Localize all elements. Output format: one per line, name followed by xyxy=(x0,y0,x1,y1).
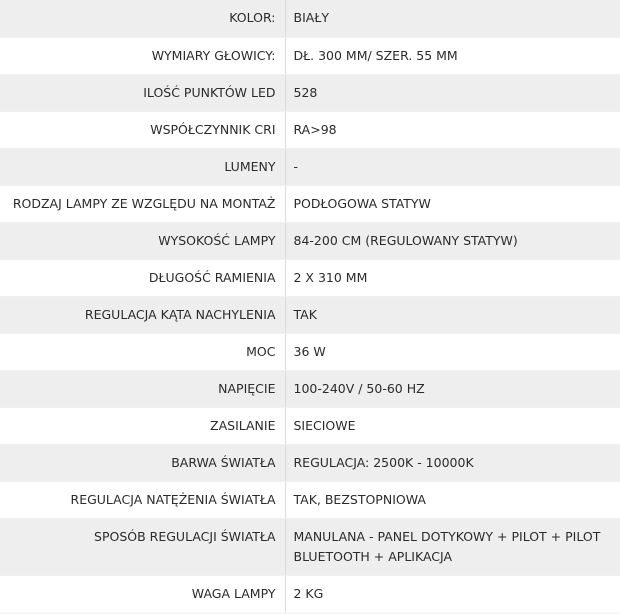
spec-row xyxy=(0,259,620,296)
spec-key: KOLOR: xyxy=(0,0,285,37)
spec-row xyxy=(0,296,620,333)
spec-key: WYMIARY GŁOWICY: xyxy=(0,37,285,74)
spec-key: ILOŚĆ PUNKTÓW LED xyxy=(0,74,285,111)
spec-key: RODZAJ LAMPY ZE WZGLĘDU NA MONTAŻ xyxy=(0,185,285,222)
spec-value: 2 X 310 MM xyxy=(285,259,620,296)
spec-row xyxy=(0,370,620,407)
spec-key: MOC xyxy=(0,333,285,370)
spec-key: REGULACJA NATĘŻENIA ŚWIATŁA xyxy=(0,481,285,518)
spec-row xyxy=(0,222,620,259)
spec-row xyxy=(0,518,620,575)
spec-row xyxy=(0,74,620,111)
spec-row xyxy=(0,407,620,444)
spec-row xyxy=(0,0,620,37)
spec-row xyxy=(0,333,620,370)
spec-key: WYSOKOŚĆ LAMPY xyxy=(0,222,285,259)
spec-key: DŁUGOŚĆ RAMIENIA xyxy=(0,259,285,296)
spec-value: SIECIOWE xyxy=(285,407,620,444)
spec-row xyxy=(0,575,620,613)
spec-value: RA>98 xyxy=(285,111,620,148)
spec-value: 84-200 CM (REGULOWANY STATYW) xyxy=(285,222,620,259)
spec-value: 36 W xyxy=(285,333,620,370)
spec-value: 528 xyxy=(285,74,620,111)
spec-key: BARWA ŚWIATŁA xyxy=(0,444,285,481)
spec-value: TAK, BEZSTOPNIOWA xyxy=(285,481,620,518)
spec-value: PODŁOGOWA STATYW xyxy=(285,185,620,222)
spec-value: DŁ. 300 MM/ SZER. 55 MM xyxy=(285,37,620,74)
spec-value: MANULANA - PANEL DOTYKOWY + PILOT + PILOT BLUETOOTH + APLIKACJA xyxy=(285,518,620,575)
spec-value: REGULACJA: 2500K - 10000K xyxy=(285,444,620,481)
spec-key: REGULACJA KĄTA NACHYLENIA xyxy=(0,296,285,333)
spec-row xyxy=(0,185,620,222)
spec-key: NAPIĘCIE xyxy=(0,370,285,407)
spec-value: BIAŁY xyxy=(285,0,620,37)
spec-key: WAGA LAMPY xyxy=(0,575,285,613)
spec-key: ZASILANIE xyxy=(0,407,285,444)
spec-key: SPOSÓB REGULACJI ŚWIATŁA xyxy=(0,518,285,575)
spec-key: WSPÓŁCZYNNIK CRI xyxy=(0,111,285,148)
spec-value: TAK xyxy=(285,296,620,333)
spec-value: - xyxy=(285,148,620,185)
spec-row xyxy=(0,481,620,518)
spec-value: 100-240V / 50-60 HZ xyxy=(285,370,620,407)
spec-value: 2 KG xyxy=(285,575,620,613)
spec-key: LUMENY xyxy=(0,148,285,185)
spec-row xyxy=(0,37,620,74)
spec-row xyxy=(0,444,620,481)
spec-row xyxy=(0,111,620,148)
spec-row xyxy=(0,148,620,185)
